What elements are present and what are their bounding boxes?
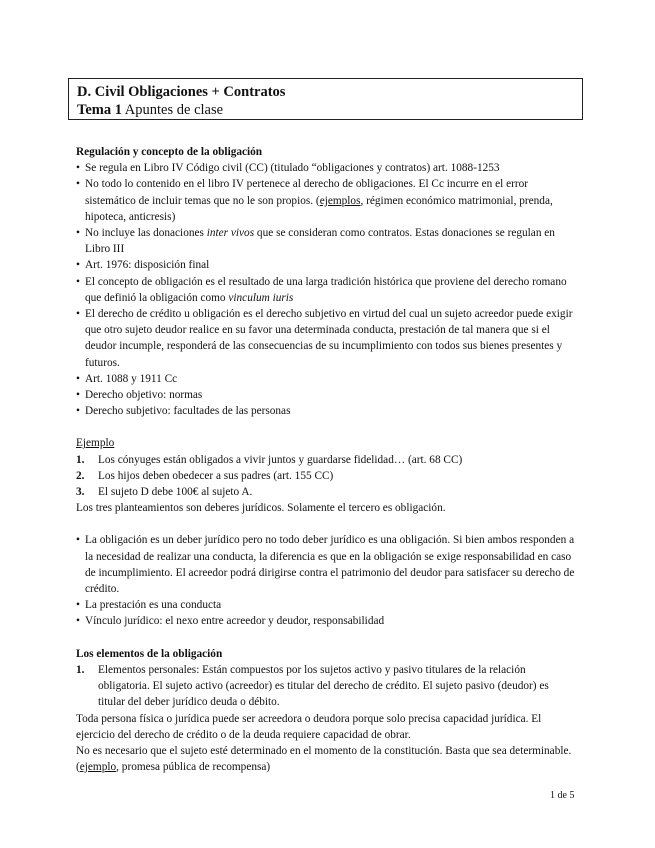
list-item: • Derecho subjetivo: facultades de las personas xyxy=(76,403,576,419)
bullet-list-regulacion xyxy=(76,160,576,419)
section-heading-regulacion: Regulación y concepto de la obligación xyxy=(76,146,263,158)
list-item: • El derecho de crédito u obligación es el derecho subjetivo en virtud del cual un sujeto acreedor puede exigir que otro sujeto deudor realice en su favor una determinada conducta, prestación de tal manera que si el deudor incumple, responderá de las consecuencias de su incumplimiento con todos sus bienes presentes y futuros. xyxy=(76,306,576,371)
list-item: 2. Los hijos deben obedecer a sus padres (art. 155 CC) xyxy=(76,469,334,482)
bullet-list-obligacion xyxy=(76,532,576,629)
paragraph: No es necesario que el sujeto esté determinado en el momento de la constitución. Basta que sea determinable. (ejemplo, promesa pública de recompensa) xyxy=(76,744,572,774)
ejemplos-link: ejemplos xyxy=(319,194,361,207)
list-item: • Se regula en Libro IV Código civil (CC) (titulado “obligaciones y contratos) art. 1088-1253 xyxy=(76,160,576,176)
list-item: • Derecho objetivo: normas xyxy=(76,387,576,403)
document-title: D. Civil Obligaciones + Contratos xyxy=(77,84,286,100)
document-body xyxy=(76,144,576,775)
list-item: • Art. 1088 y 1911 Cc xyxy=(76,371,576,387)
list-item: • Art. 1976: disposición final xyxy=(76,257,576,273)
list-item: • El concepto de obligación es el resultado de una larga tradición histórica que proviene del derecho romano que definió la obligación como vinculum iuris xyxy=(76,274,576,306)
section-heading-elementos: Los elementos de la obligación xyxy=(76,647,223,660)
list-item: • La obligación es un deber jurídico pero no todo deber jurídico es una obligación. Si bien ambos responden a la necesidad de realizar una conducta, la diferencia es que en la obligación se exige responsabilidad en caso de incumplimiento. El acreedor podrá dirigirse contra el patrimonio del deudor para satisfacer su derecho de crédito. xyxy=(76,532,576,597)
ejemplo-link: ejemplo xyxy=(79,761,117,774)
elements-list xyxy=(76,662,576,711)
topic-description: Apuntes de clase xyxy=(121,102,224,118)
page-number: 1 de 5 xyxy=(550,790,575,801)
paragraph: Toda persona física o jurídica puede ser acreedora o deudora porque solo precisa capacidad jurídica. El ejercicio del derecho de crédito o de la deuda requiere capacidad de obrar. xyxy=(76,712,542,741)
list-item: • Vínculo jurídico: el nexo entre acreedor y deudor, responsabilidad xyxy=(76,613,576,629)
list-item: 3. El sujeto D debe 100€ al sujeto A. xyxy=(76,486,253,499)
list-item: 1. Elementos personales: Están compuestos por los sujetos activo y pasivo titulares de la relación obligatoria. El sujeto activo (acreedor) es titular del derecho de crédito. El sujeto pasivo (deudor) es titular del deber jurídico deuda o débito. xyxy=(76,663,549,709)
document-subtitle xyxy=(77,101,574,119)
emphasis-text: inter vivos xyxy=(206,227,255,240)
topic-label: Tema 1 xyxy=(77,102,122,118)
example-heading: Ejemplo xyxy=(76,437,115,450)
example-conclusion: Los tres planteamientos son deberes jurídicos. Solamente el tercero es obligación. xyxy=(76,502,446,515)
example-list xyxy=(76,452,576,501)
title-box xyxy=(68,78,583,120)
list-item: • No incluye las donaciones inter vivos que se consideran como contratos. Estas donaciones se regulan en Libro III xyxy=(76,225,576,257)
list-item: • La prestación es una conducta xyxy=(76,597,576,613)
emphasis-text: vinculum iuris xyxy=(228,291,294,304)
list-item: 1. Los cónyuges están obligados a vivir juntos y guardarse fidelidad… (art. 68 CC) xyxy=(76,453,463,466)
list-item: • No todo lo contenido en el libro IV pertenece al derecho de obligaciones. El Cc incurre en el error sistemático de incluir temas que no le son propios. (ejemplos, régimen económico matrimonial, prenda, hipoteca, anticresis) xyxy=(76,176,576,225)
